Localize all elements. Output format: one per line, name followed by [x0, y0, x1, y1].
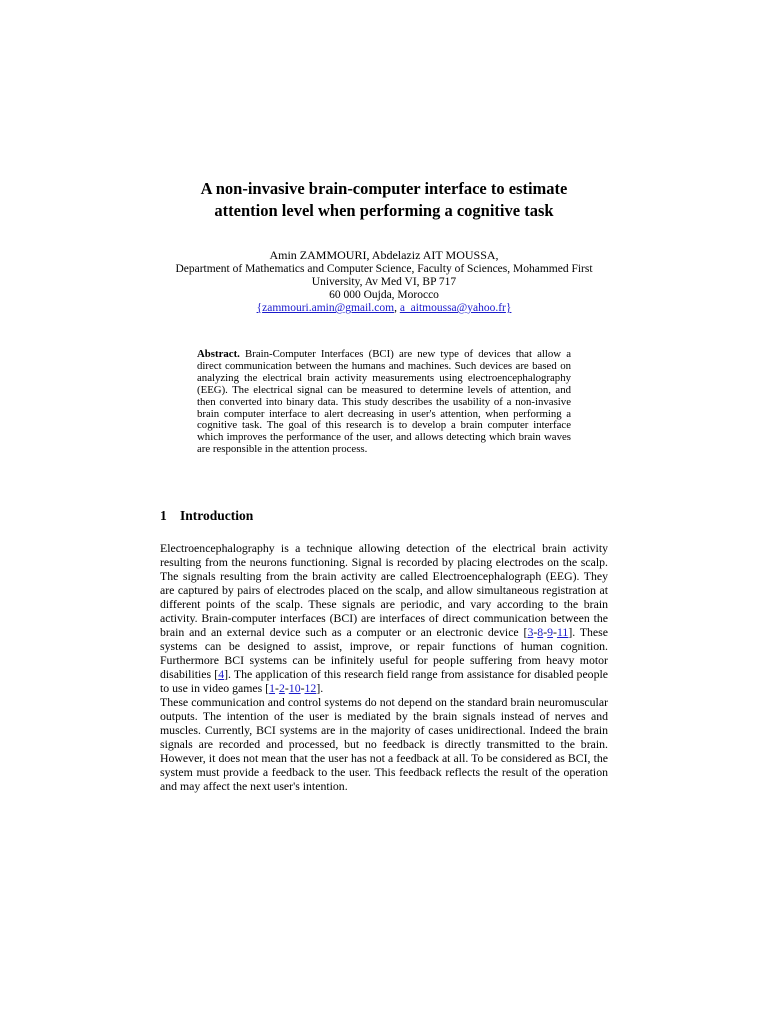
section-title: Introduction	[180, 508, 254, 523]
citation-11[interactable]: 11	[556, 625, 569, 639]
paper-title	[160, 178, 608, 222]
citation-dash: -	[284, 681, 289, 695]
citation-2[interactable]: 2	[278, 681, 285, 695]
email-separator: ,	[394, 302, 400, 314]
title-line-2: attention level when performing a cognitive task	[214, 201, 554, 220]
email-brace-close: }	[505, 302, 512, 314]
affiliation-line-2: University, Av Med VI, BP 717	[311, 276, 457, 288]
paragraph-1-text-c: ]. The application of this research field range from assistance for disabled people to use in video games [	[160, 667, 608, 695]
introduction-body	[160, 541, 608, 793]
citation-3[interactable]: 3	[527, 625, 534, 639]
citation-10[interactable]: 10	[288, 681, 301, 695]
abstract	[197, 349, 571, 456]
author-block	[160, 249, 608, 315]
citation-dash: -	[543, 625, 548, 639]
citation-8[interactable]: 8	[537, 625, 544, 639]
affiliation-line-1: Department of Mathematics and Computer Science, Faculty of Sciences, Mohammed First	[175, 263, 593, 275]
email-link-2[interactable]: a_aitmoussa@yahoo.fr	[399, 302, 506, 314]
paragraph-1-text-b: ]. These systems can be designed to assist, improve, or repair functions of human cognition. Furthermore BCI systems can be infinitely useful for people suffering from heavy motor disabilities [	[160, 625, 608, 681]
abstract-text: Brain-Computer Interfaces (BCI) are new type of devices that allow a direct communication between the humans and machines. Such devices are based on analyzing the electrical brain activity measurements using electroencephalography (EEG). The electrical signal can be measured to determine levels of attention, and then converted into binary data. This study describes the usability of a non-invasive brain computer interface to alert decreasing in user's attention, when performing a cognitive task. The goal of this research is to develop a brain computer interface which improves the performance of the user, and allows detecting which brain waves are responsible in the attention process.	[197, 348, 571, 456]
email-link-1[interactable]: zammouri.amin@gmail.com	[262, 302, 395, 314]
citation-dash: -	[275, 681, 279, 695]
citation-12[interactable]: 12	[304, 681, 317, 695]
title-line-1: A non-invasive brain-computer interface to estimate	[200, 179, 568, 198]
abstract-label: Abstract.	[197, 348, 240, 360]
section-number: 1	[160, 508, 167, 523]
paragraph-1-text-a: Electroencephalography is a technique allowing detection of the electrical brain activity resulting from the neurons functioning. Signal is recorded by placing electrodes on the scalp. The signals resulting from the brain activity are called Electroencephalograph (EEG). They are captured by pairs of electrodes placed on the scalp, and allow simultaneous registration at different points of the scalp. These signals are periodic, and vary according to the brain activity. Brain-computer interfaces (BCI) are interfaces of direct communication between the brain and an external device such as a computer or an electronic device [	[160, 541, 608, 639]
citation-1[interactable]: 1	[269, 681, 276, 695]
citation-dash: -	[300, 681, 305, 695]
paragraph-1-text-d: ].	[316, 681, 324, 695]
affiliation-line-3: 60 000 Oujda, Morocco	[329, 289, 439, 301]
author-emails	[160, 302, 608, 315]
author-names: Amin ZAMMOURI, Abdelaziz AIT MOUSSA,	[269, 248, 499, 262]
citation-dash: -	[533, 625, 538, 639]
citation-4[interactable]: 4	[218, 667, 225, 681]
section-heading-introduction	[160, 507, 608, 525]
citation-9[interactable]: 9	[547, 625, 554, 639]
email-brace-open: {	[256, 302, 263, 314]
citation-dash: -	[553, 625, 557, 639]
paragraph-1	[160, 541, 608, 695]
paragraph-2: These communication and control systems do not depend on the standard brain neuromuscular outputs. The intention of the user is mediated by the brain signals instead of nerves and muscles. Currently, BCI systems are in the majority of cases unidirectional. Indeed the brain signals are recorded and processed, but no feedback is directly transmitted to the brain. However, it does not mean that the user has not a feedback at all. To be considered as BCI, the system must provide a feedback to the user. This feedback reflects the result of the operation and may affect the next user's intention.	[160, 695, 608, 793]
